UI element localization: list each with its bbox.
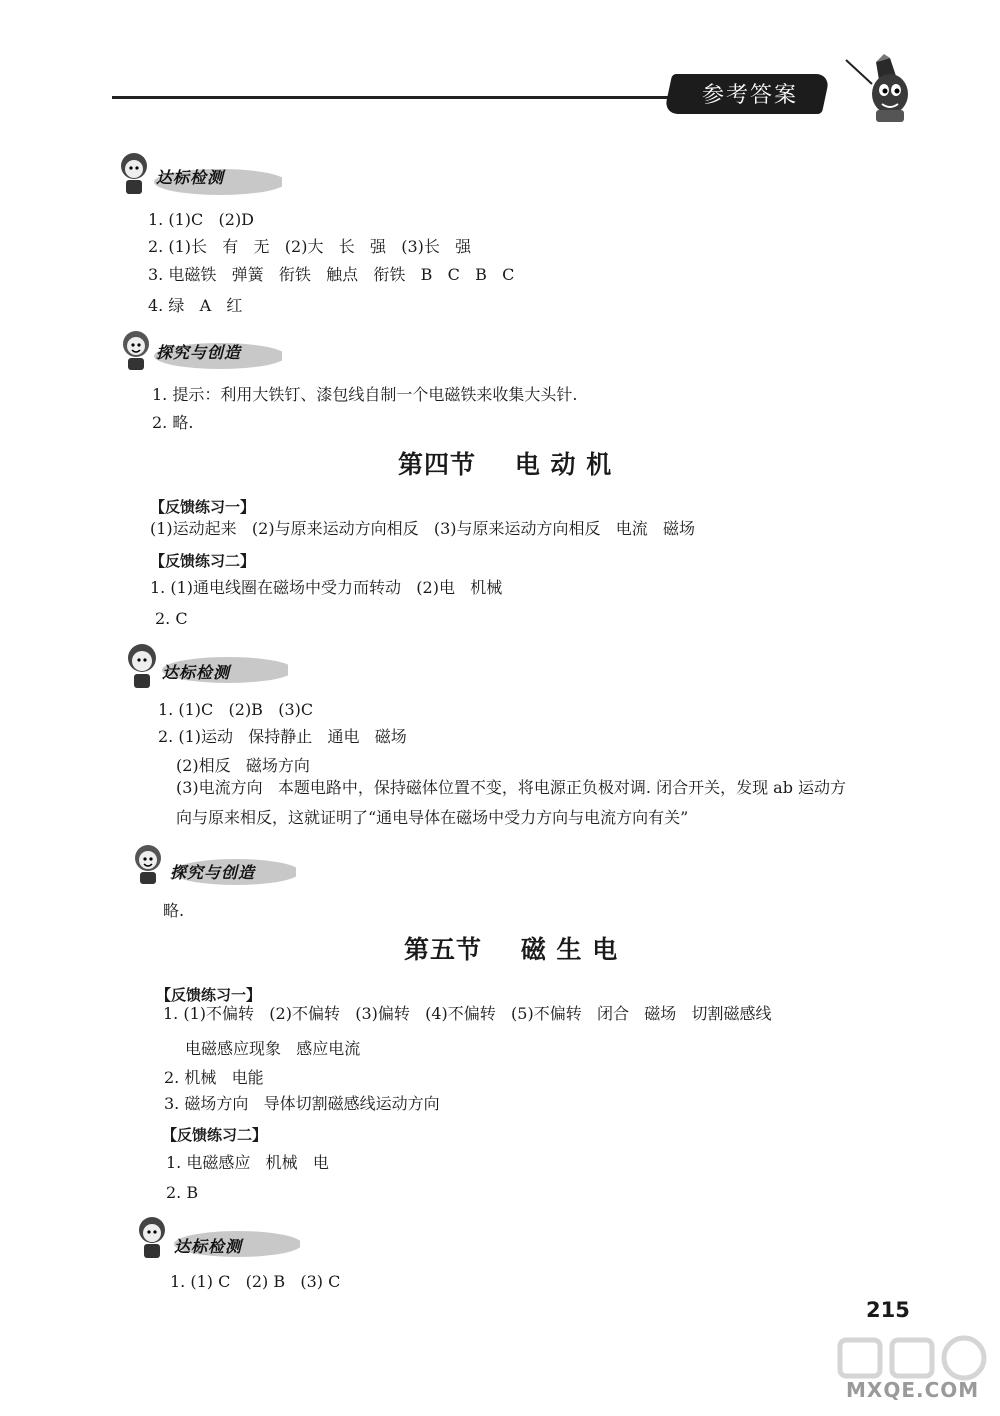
section-badge-tanjiu [126,842,296,890]
answer-line: 2. 机械 电能 [164,1068,264,1087]
answer-line: (3)电流方向 本题电路中，保持磁体位置不变，将电源正负极对调. 闭合开关，发现 ab 运动方 [176,778,847,797]
section-badge-dabiao [130,1214,300,1262]
answer-line: 1. (1)C (2)D [148,210,255,229]
answer-line: 3. 电磁铁 弹簧 衔铁 触点 衔铁 B C B C [148,265,515,284]
answer-line: 1. (1)C (2)B (3)C [158,700,314,719]
section-badge-dabiao [118,640,288,688]
badge-label: 达标检测 [156,168,225,187]
answer-line: 2. (1)长 有 无 (2)大 长 强 (3)长 强 [148,237,472,256]
answer-line: 向与原来相反，这就证明了“通电导体在磁场中受力方向与电流方向有关” [176,808,689,827]
answer-line: 1. 提示：利用大铁钉、漆包线自制一个电磁铁来收集大头针. [152,385,578,404]
answer-line: 2. B [166,1183,199,1202]
answer-line: 2. 略. [152,413,194,432]
section-badge-dabiao [112,150,282,198]
exercise-label: 【反馈练习一】 [156,986,262,1004]
answer-line: 3. 磁场方向 导体切割磁感线运动方向 [164,1094,440,1113]
answer-line: 4. 绿 A 红 [148,296,243,315]
watermark-text: MXQE.COM [846,1378,980,1402]
answer-line: 1. (1)不偏转 (2)不偏转 (3)偏转 (4)不偏转 (5)不偏转 闭合 磁场 切割磁感线 [163,1004,772,1023]
pencil-mascot-icon [842,54,912,126]
answer-line: 1. 电磁感应 机械 电 [166,1153,329,1172]
badge-label: 探究与创造 [156,343,242,362]
header-rule [112,96,702,99]
badge-label: 达标检测 [162,663,231,682]
answer-line: 1. (1) C (2) B (3) C [170,1272,341,1291]
exercise-label: 【反馈练习二】 [162,1126,268,1144]
answer-line: (1)运动起来 (2)与原来运动方向相反 (3)与原来运动方向相反 电流 磁场 [150,519,696,538]
section-title: 第五节 磁 生 电 [404,935,619,964]
answer-line: 略. [163,901,185,920]
answer-line: 2. C [155,609,188,628]
page-number: 215 [866,1298,910,1322]
answer-line: 电磁感应现象 感应电流 [185,1039,361,1058]
exercise-label: 【反馈练习一】 [150,498,256,516]
section-title: 第四节 电 动 机 [398,450,613,479]
answer-line: 1. (1)通电线圈在磁场中受力而转动 (2)电 机械 [150,578,503,597]
answer-line: (2)相反 磁场方向 [176,756,310,775]
badge-label: 达标检测 [174,1237,243,1256]
answer-line: 2. (1)运动 保持静止 通电 磁场 [158,727,407,746]
header-tab-label: 参考答案 [701,83,798,108]
section-badge-tanjiu [112,328,282,376]
exercise-label: 【反馈练习二】 [150,552,256,570]
badge-label: 探究与创造 [170,863,256,882]
